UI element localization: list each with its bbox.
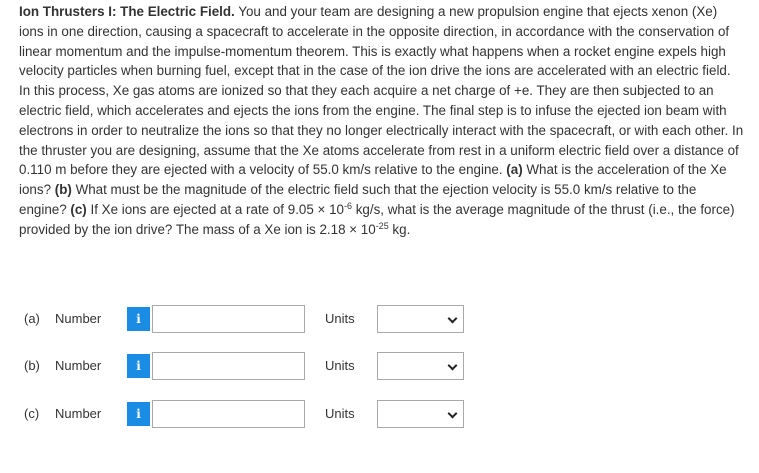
mass-exponent: -25 [375, 220, 389, 231]
part-c-question: If Xe ions are ejected at a rate of 9.05 × 10 [86, 201, 344, 217]
chevron-down-icon [448, 314, 458, 324]
units-label: Units [325, 311, 355, 326]
part-a-question: What is the acceleration of the Xe ions? [19, 162, 727, 198]
info-icon[interactable]: i [127, 354, 150, 378]
problem-title: Ion Thrusters I: The Electric Field. [19, 4, 235, 19]
number-input-b[interactable] [152, 352, 305, 380]
units-select-c[interactable] [377, 400, 464, 428]
number-label: Number [55, 406, 102, 421]
units-select-b[interactable] [377, 352, 464, 380]
number-label: Number [55, 311, 102, 326]
answer-row-c [24, 400, 484, 428]
part-c-question-cont: kg/s, what is the average magnitude of the thrust (i.e., the force) provided by the ion drive? The mass of a Xe ion is 2.18 × 10 [19, 201, 735, 237]
answer-row-b [24, 352, 484, 380]
part-b-marker: (b) [54, 182, 72, 198]
chevron-down-icon [448, 361, 458, 371]
problem-text: You and your team are designing a new propulsion engine that ejects xenon (Xe) ions in one direction, causing a spacecraft to accelerate in the opposite direction, in accordance with the conservation of linear momentum and the impulse-momentum theorem. This is exactly what happens when a rocket engine expels high velocity particles when burning fuel, except that in the case of the ion drive the ions are accelerated with an electric field. In this process, Xe gas atoms are ionized so that they each acquire a net charge of +e. They are then subjected to an electric field, which accelerates and ejects the ions from the engine. The final step is to infuse the ejected ion beam with electrons in order to neutralize the ions so that they no longer electrically interact with the spacecraft, or with each other. In the thruster you are designing, assume that the Xe atoms accelerate from rest in a uniform electric field over a distance of 0.110 m before they are ejected with a velocity of 55.0 km/s relative to the engine. [19, 4, 744, 178]
number-label: Number [55, 358, 102, 373]
part-c-question-end: kg. [388, 221, 411, 237]
problem-statement [19, 2, 744, 240]
answer-part-label: (b) [24, 358, 40, 373]
part-a-marker: (a) [506, 162, 523, 178]
info-icon[interactable]: i [127, 307, 150, 331]
part-b-question: What must be the magnitude of the electric field such that the ejection velocity is 55.0 km/s relative to the engine? [19, 182, 697, 217]
rate-exponent: -6 [343, 200, 352, 211]
answer-part-label: (a) [24, 311, 40, 326]
answer-part-label: (c) [24, 406, 40, 421]
units-label: Units [325, 358, 355, 373]
units-select-a[interactable] [377, 305, 464, 333]
info-icon[interactable]: i [127, 402, 150, 426]
number-input-a[interactable] [152, 305, 305, 333]
part-c-marker: (c) [70, 201, 87, 217]
units-label: Units [325, 406, 355, 421]
chevron-down-icon [448, 409, 458, 419]
number-input-c[interactable] [152, 400, 305, 428]
answer-row-a [24, 305, 484, 333]
